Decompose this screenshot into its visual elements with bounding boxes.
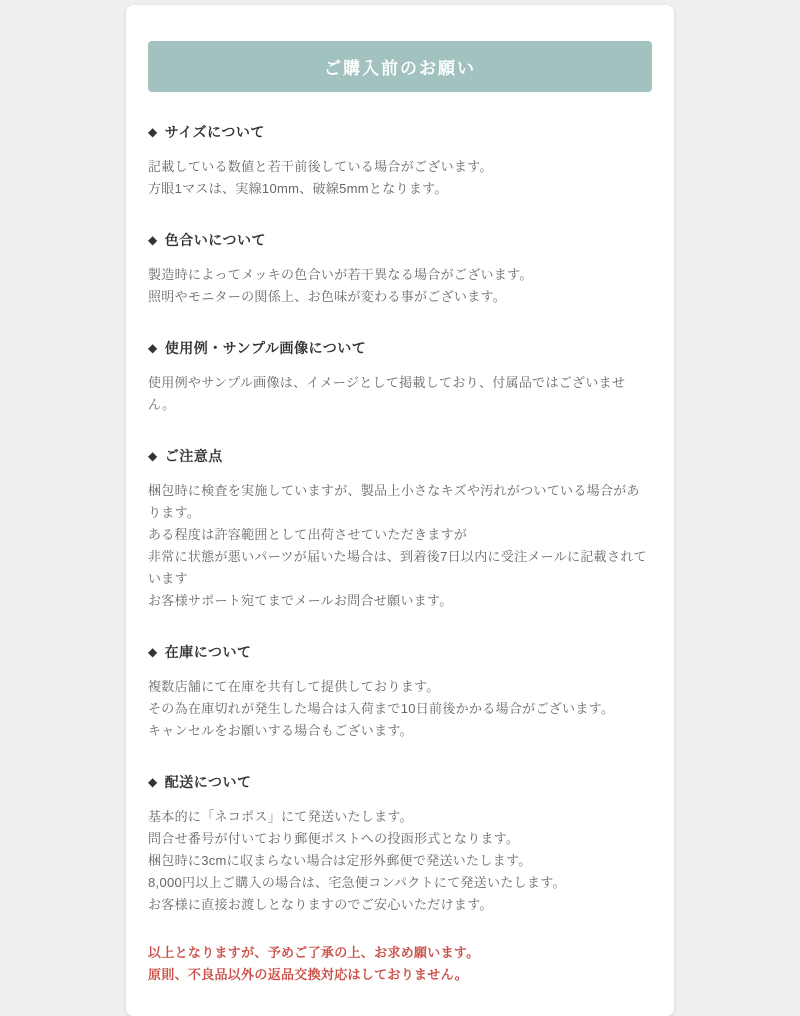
section-sample-images bbox=[148, 338, 652, 416]
diamond-bullet-icon: ◆ bbox=[148, 233, 158, 247]
section-heading bbox=[148, 772, 652, 792]
diamond-bullet-icon: ◆ bbox=[148, 775, 158, 789]
section-heading-label: 使用例・サンプル画像について bbox=[164, 340, 367, 356]
body-line: 方眼1マスは、実線10mm、破線5mmとなります。 bbox=[148, 181, 448, 196]
section-heading bbox=[148, 122, 652, 142]
section-heading-label: ご注意点 bbox=[164, 448, 223, 464]
notice-line: 以上となりますが、予めご了承の上、お求め願います。 bbox=[148, 945, 480, 960]
section-heading bbox=[148, 446, 652, 466]
body-line: キャンセルをお願いする場合もございます。 bbox=[148, 723, 413, 738]
diamond-bullet-icon: ◆ bbox=[148, 341, 158, 355]
diamond-bullet-icon: ◆ bbox=[148, 645, 158, 659]
body-line: 8,000円以上ご購入の場合は、宅急便コンパクトにて発送いたします。 bbox=[148, 875, 566, 890]
body-line: お客様に直接お渡しとなりますのでご安心いただけます。 bbox=[148, 897, 493, 912]
section-heading bbox=[148, 338, 652, 358]
body-line: 製造時によってメッキの色合いが若干異なる場合がございます。 bbox=[148, 267, 533, 282]
body-line: 照明やモニターの関係上、お色味が変わる事がございます。 bbox=[148, 289, 507, 304]
body-line: お客様サポート宛てまでメールお問合せ願います。 bbox=[148, 593, 453, 608]
body-line: 使用例やサンプル画像は、イメージとして掲載しており、付属品ではございません。 bbox=[148, 375, 626, 412]
body-line: 梱包時に3cmに収まらない場合は定形外郵便で発送いたします。 bbox=[148, 853, 532, 868]
section-heading-label: 色合いについて bbox=[164, 232, 266, 248]
notice-line: 原則、不良品以外の返品交換対応はしておりません。 bbox=[148, 967, 468, 982]
section-heading bbox=[148, 230, 652, 250]
body-line: その為在庫切れが発生した場合は入荷まで10日前後かかる場合がございます。 bbox=[148, 701, 615, 716]
body-line: ある程度は許容範囲として出荷させていただきますが bbox=[148, 527, 468, 542]
body-line: 複数店舗にて在庫を共有して提供しております。 bbox=[148, 679, 440, 694]
diamond-bullet-icon: ◆ bbox=[148, 125, 158, 139]
section-heading-label: サイズについて bbox=[164, 124, 265, 140]
section-heading-label: 配送について bbox=[164, 774, 252, 790]
body-line: 問合せ番号が付いており郵便ポストへの投函形式となります。 bbox=[148, 831, 520, 846]
section-heading bbox=[148, 642, 652, 662]
body-line: 記載している数値と若干前後している場合がございます。 bbox=[148, 159, 493, 174]
purchase-notes-card bbox=[126, 5, 674, 1016]
diamond-bullet-icon: ◆ bbox=[148, 449, 158, 463]
section-cautions bbox=[148, 446, 652, 612]
body-line: 梱包時に検査を実施していますが、製品上小さなキズや汚れがついている場合があります。 bbox=[148, 483, 640, 520]
banner-title: ご購入前のお願い bbox=[148, 41, 652, 92]
section-heading-label: 在庫について bbox=[164, 644, 252, 660]
section-shipping bbox=[148, 772, 652, 916]
section-stock bbox=[148, 642, 652, 742]
body-line: 基本的に「ネコポス」にて発送いたします。 bbox=[148, 809, 413, 824]
closing-notice bbox=[148, 942, 652, 986]
section-color bbox=[148, 230, 652, 308]
body-line: 非常に状態が悪いパーツが届いた場合は、到着後7日以内に受注メールに記載されています bbox=[148, 549, 647, 586]
section-size bbox=[148, 122, 652, 200]
